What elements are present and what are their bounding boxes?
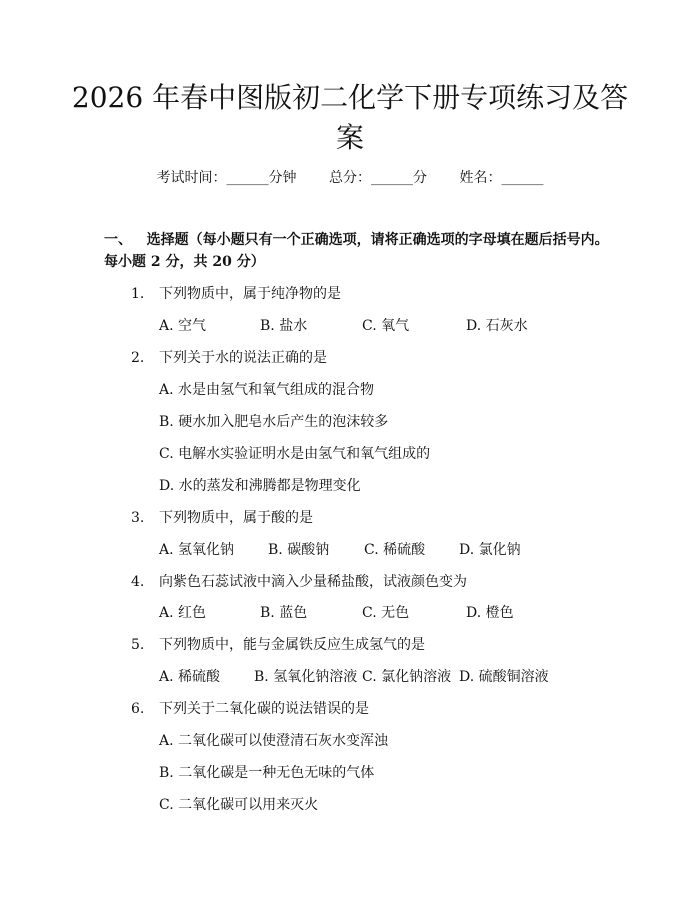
question-number: 1. bbox=[131, 286, 145, 302]
question-4-options bbox=[159, 602, 579, 622]
question-2-option-d: D. 水的蒸发和沸腾都是物理变化 bbox=[159, 478, 361, 494]
document-title bbox=[70, 78, 630, 158]
option-c: C. 无色 bbox=[362, 605, 410, 621]
section-title-cont: 每小题 2 分，共 20 分） bbox=[104, 254, 265, 270]
question-number: 5. bbox=[131, 637, 145, 653]
question-text: 下列关于二氧化碳的说法错误的是 bbox=[159, 701, 369, 717]
question-4 bbox=[131, 571, 467, 591]
option-a: A. 红色 bbox=[159, 605, 207, 621]
question-number: 6. bbox=[131, 701, 145, 717]
question-2 bbox=[131, 347, 327, 367]
question-number: 2. bbox=[131, 350, 145, 366]
option-d: D. 石灰水 bbox=[466, 318, 528, 334]
question-number: 3. bbox=[131, 510, 145, 526]
question-1-options bbox=[159, 315, 579, 335]
question-1 bbox=[131, 283, 341, 303]
option-d: D. 硫酸铜溶液 bbox=[459, 669, 549, 685]
option-d: D. 氯化钠 bbox=[459, 542, 521, 558]
exam-time: 考试时间：______分钟 bbox=[156, 170, 297, 186]
question-3 bbox=[131, 507, 313, 527]
question-2-option-a: A. 水是由氢气和氧气组成的混合物 bbox=[159, 382, 375, 398]
question-text: 向紫色石蕊试液中滴入少量稀盐酸，试液颜色变为 bbox=[159, 574, 467, 590]
section-title: 选择题（每小题只有一个正确选项，请将正确选项的字母填在题后括号内。 bbox=[146, 232, 609, 248]
exam-name: 姓名：______ bbox=[459, 170, 544, 186]
question-5-options bbox=[159, 666, 579, 686]
question-6-option-c: C. 二氧化碳可以用来灭火 bbox=[159, 797, 319, 813]
question-text: 下列关于水的说法正确的是 bbox=[159, 350, 327, 366]
question-text: 下列物质中，属于酸的是 bbox=[159, 510, 313, 526]
option-c: C. 氧气 bbox=[362, 318, 410, 334]
question-text: 下列物质中，能与金属铁反应生成氢气的是 bbox=[159, 637, 425, 653]
option-b: B. 蓝色 bbox=[260, 605, 308, 621]
question-3-options bbox=[159, 539, 579, 559]
option-c: C. 氯化钠溶液 bbox=[362, 669, 452, 685]
option-b: B. 碳酸钠 bbox=[268, 542, 330, 558]
exam-info bbox=[0, 167, 700, 187]
question-6-option-b: B. 二氧化碳是一种无色无味的气体 bbox=[159, 765, 375, 781]
title-line-1: 2026 年春中图版初二化学下册专项练习及答 bbox=[71, 81, 629, 114]
option-a: A. 氢氧化钠 bbox=[159, 542, 235, 558]
question-6 bbox=[131, 698, 369, 718]
question-number: 4. bbox=[131, 574, 145, 590]
title-line-2: 案 bbox=[335, 121, 364, 154]
section-number: 一、 bbox=[104, 232, 132, 248]
exam-score: 总分：______分 bbox=[329, 170, 427, 186]
option-c: C. 稀硫酸 bbox=[364, 542, 426, 558]
question-2-option-c: C. 电解水实验证明水是由氢气和氧气组成的 bbox=[159, 446, 431, 462]
question-2-option-b: B. 硬水加入肥皂水后产生的泡沫较多 bbox=[159, 414, 389, 430]
section-header bbox=[104, 229, 624, 273]
question-6-option-a: A. 二氧化碳可以使澄清石灰水变浑浊 bbox=[159, 733, 389, 749]
option-b: B. 氢氧化钠溶液 bbox=[254, 669, 358, 685]
option-b: B. 盐水 bbox=[260, 318, 308, 334]
question-5 bbox=[131, 634, 425, 654]
option-a: A. 稀硫酸 bbox=[159, 669, 221, 685]
option-a: A. 空气 bbox=[159, 318, 207, 334]
question-text: 下列物质中，属于纯净物的是 bbox=[159, 286, 341, 302]
option-d: D. 橙色 bbox=[466, 605, 514, 621]
